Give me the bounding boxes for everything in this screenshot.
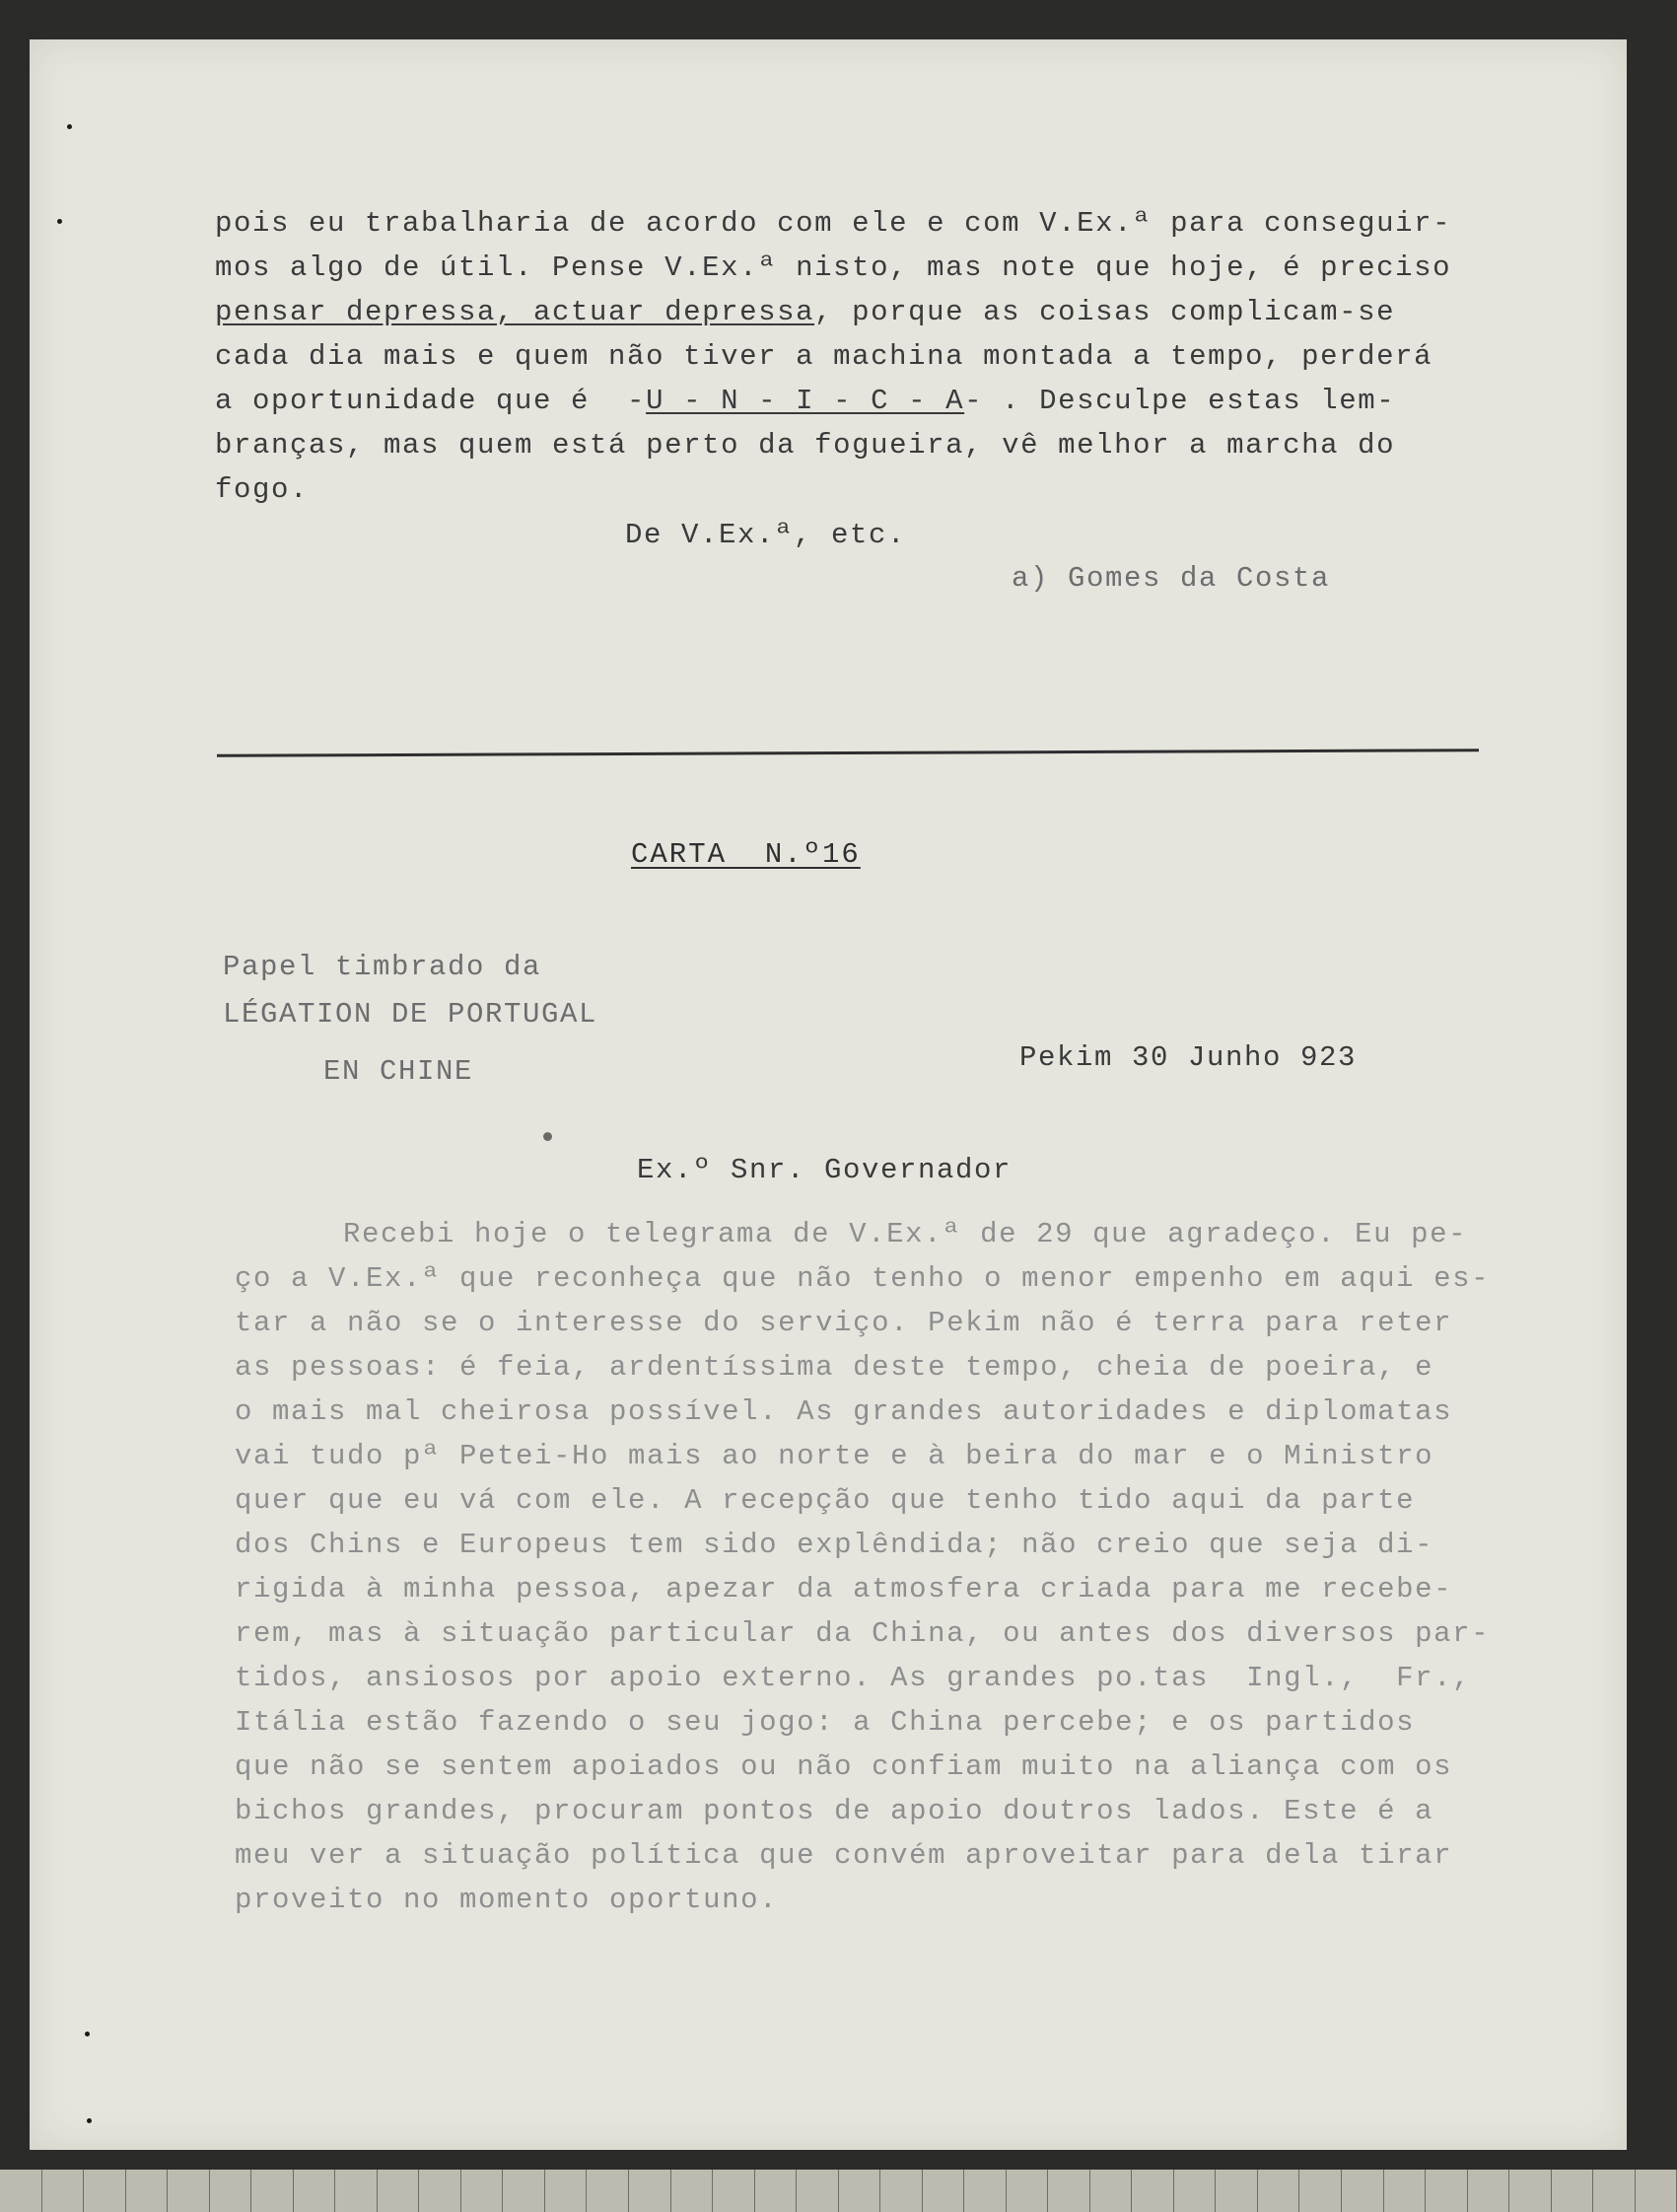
body-line: proveito no momento oportuno. [235, 1884, 779, 1916]
punch-hole [67, 124, 72, 129]
body-line: meu ver a situação política que convém aproveitar para dela tirar [235, 1839, 1453, 1872]
document-page [30, 39, 1627, 2150]
body-line: as pessoas: é feia, ardentíssima deste tempo, cheia de poeira, e [235, 1351, 1434, 1384]
ink-blot [543, 1132, 552, 1141]
body-line: ço a V.Ex.ª que reconheça que não tenho o menor empenho em aqui es- [235, 1262, 1491, 1295]
body-line: Recebi hoje o telegrama de V.Ex.ª de 29 que agradeço. Eu pe- [343, 1218, 1468, 1250]
punch-hole [87, 2118, 92, 2123]
text-line: cada dia mais e quem não tiver a machina montada a tempo, perderá [215, 340, 1433, 373]
text-line: mos algo de útil. Pense V.Ex.ª nisto, mas note que hoje, é preciso [215, 251, 1452, 284]
body-line: vai tudo pª Petei-Ho mais ao norte e à beira do mar e o Ministro [235, 1440, 1434, 1472]
body-line: dos Chins e Europeus tem sido explêndida; não creio que seja di- [235, 1529, 1434, 1561]
letterhead-line: LÉGATION DE PORTUGAL [223, 998, 598, 1031]
body-line: quer que eu vá com ele. A recepção que tenho tido aqui da parte [235, 1484, 1416, 1517]
letter-title: CARTA N.º16 [631, 838, 861, 871]
measurement-scale [0, 2170, 1677, 2212]
salutation: Ex.º Snr. Governador [637, 1154, 1013, 1186]
text-line [215, 296, 1395, 328]
text-line: branças, mas quem está perto da fogueira, vê melhor a marcha do [215, 429, 1396, 462]
text-fragment: , porque as coisas complicam-se [814, 296, 1396, 328]
letter-date: Pekim 30 Junho 923 [1019, 1041, 1358, 1074]
body-line: rigida à minha pessoa, apezar da atmosfera criada para me recebe- [235, 1573, 1453, 1605]
body-line: que não se sentem apoiados ou não confiam muito na aliança com os [235, 1750, 1453, 1783]
letterhead-line: EN CHINE [323, 1055, 474, 1088]
underlined-emphasis: U - N - I - C - A [646, 385, 965, 417]
letterhead-line: Papel timbrado da [223, 951, 542, 983]
underlined-phrase: pensar depressa, actuar depressa [215, 296, 815, 328]
text-line: fogo. [215, 473, 310, 506]
body-line: rem, mas à situação particular da China, ou antes dos diversos par- [235, 1617, 1491, 1650]
text-fragment: a oportunidade que é - [215, 385, 647, 417]
punch-hole [57, 219, 62, 224]
divider-rule [217, 749, 1479, 757]
text-line: pois eu trabalharia de acordo com ele e com V.Ex.ª para conseguir- [215, 207, 1452, 240]
body-line: Itália estão fazendo o seu jogo: a China percebe; e os partidos [235, 1706, 1416, 1739]
text-line [215, 385, 1395, 417]
body-line: tar a não se o interesse do serviço. Pekim não é terra para reter [235, 1307, 1453, 1339]
closing: De V.Ex.ª, etc. [625, 519, 907, 551]
text-fragment: - . Desculpe estas lem- [964, 385, 1396, 417]
punch-hole [85, 2032, 90, 2036]
signature: a) Gomes da Costa [1012, 562, 1331, 595]
body-line: tidos, ansiosos por apoio externo. As grandes po.tas Ingl., Fr., [235, 1662, 1472, 1694]
body-line: bichos grandes, procuram pontos de apoio doutros lados. Este é a [235, 1795, 1434, 1827]
body-line: o mais mal cheirosa possível. As grandes autoridades e diplomatas [235, 1395, 1453, 1428]
